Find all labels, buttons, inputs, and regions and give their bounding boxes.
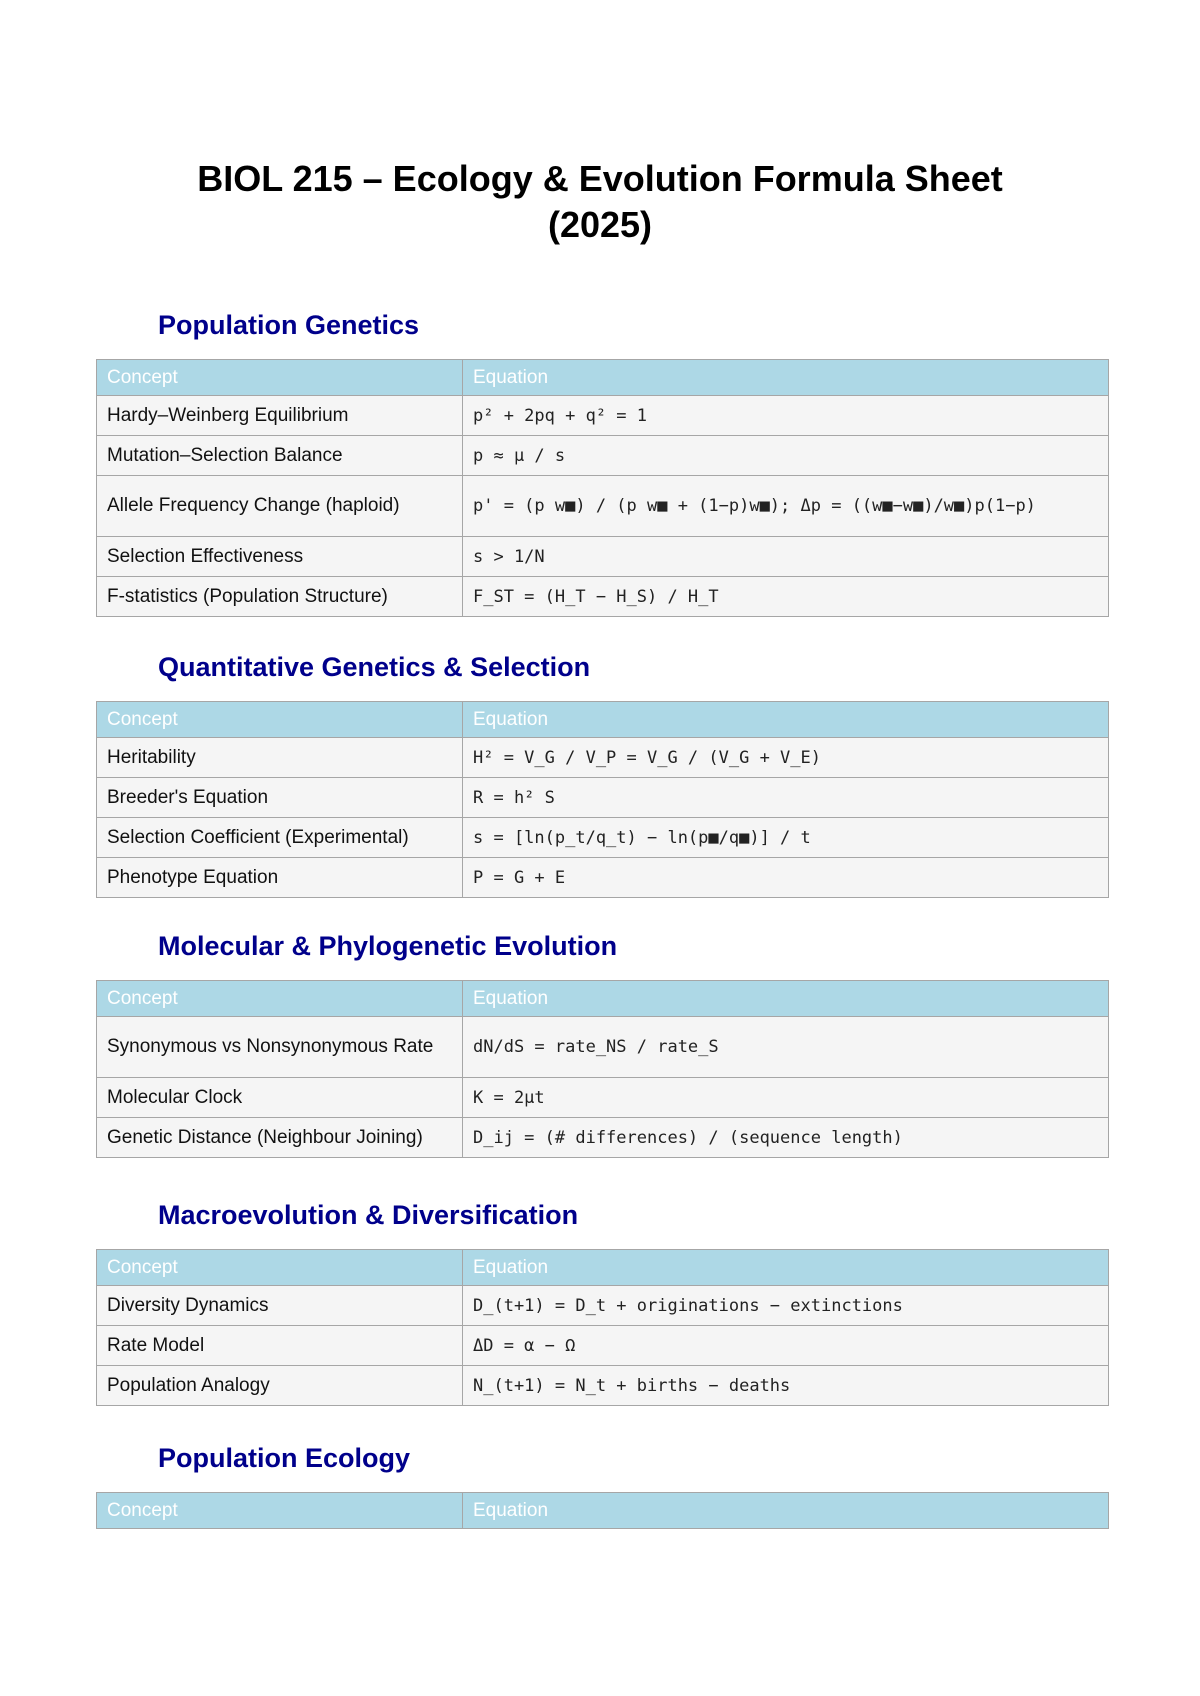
- section-heading: Population Genetics: [158, 310, 420, 340]
- concept-cell: Selection Effectiveness: [97, 537, 463, 577]
- equation-cell: D_ij = (# differences) / (sequence length): [463, 1118, 1109, 1158]
- concept-cell: Phenotype Equation: [97, 858, 463, 898]
- table-row: [97, 537, 1109, 577]
- table-row: [97, 396, 1109, 436]
- table-row: [97, 436, 1109, 476]
- page-title: BIOL 215 – Ecology & Evolution Formula Sheet (2025): [197, 158, 1003, 245]
- equation-cell: s = [ln(p_t/q_t) − ln(p■/q■)] / t: [463, 818, 1109, 858]
- section-quantitative-genetics: [96, 650, 1108, 898]
- concept-cell: Molecular Clock: [97, 1078, 463, 1118]
- table-header-row: [97, 702, 1109, 738]
- concept-cell: Population Analogy: [97, 1366, 463, 1406]
- formula-table: [96, 701, 1109, 898]
- table-row: [97, 1017, 1109, 1078]
- section-heading: Molecular & Phylogenetic Evolution: [158, 931, 618, 961]
- equation-cell: s > 1/N: [463, 537, 1109, 577]
- concept-cell: Mutation–Selection Balance: [97, 436, 463, 476]
- table-row: [97, 738, 1109, 778]
- section-heading: Quantitative Genetics & Selection: [158, 652, 591, 682]
- table-row: [97, 577, 1109, 617]
- equation-cell: p' = (p w■) / (p w■ + (1−p)w■); Δp = ((w■−w■)/w■)p(1−p): [463, 476, 1109, 537]
- equation-cell: F_ST = (H_T − H_S) / H_T: [463, 577, 1109, 617]
- equation-cell: p² + 2pq + q² = 1: [463, 396, 1109, 436]
- section-macroevolution: [96, 1198, 1108, 1406]
- column-header-concept: Concept: [97, 702, 463, 738]
- column-header-concept: Concept: [97, 981, 463, 1017]
- section-heading: Population Ecology: [158, 1443, 411, 1473]
- concept-cell: Diversity Dynamics: [97, 1286, 463, 1326]
- table-row: [97, 1286, 1109, 1326]
- column-header-equation: Equation: [463, 702, 1109, 738]
- table-header-row: [97, 1250, 1109, 1286]
- equation-cell: K = 2μt: [463, 1078, 1109, 1118]
- equation-cell: p ≈ μ / s: [463, 436, 1109, 476]
- table-row: [97, 1366, 1109, 1406]
- concept-cell: Selection Coefficient (Experimental): [97, 818, 463, 858]
- equation-cell: P = G + E: [463, 858, 1109, 898]
- column-header-equation: Equation: [463, 1493, 1109, 1529]
- section-population-genetics: [96, 308, 1108, 617]
- column-header-equation: Equation: [463, 981, 1109, 1017]
- column-header-concept: Concept: [97, 360, 463, 396]
- equation-cell: H² = V_G / V_P = V_G / (V_G + V_E): [463, 738, 1109, 778]
- concept-cell: F-statistics (Population Structure): [97, 577, 463, 617]
- column-header-equation: Equation: [463, 360, 1109, 396]
- concept-cell: Genetic Distance (Neighbour Joining): [97, 1118, 463, 1158]
- table-row: [97, 1326, 1109, 1366]
- equation-cell: ΔD = α − Ω: [463, 1326, 1109, 1366]
- table-header-row: [97, 981, 1109, 1017]
- concept-cell: Heritability: [97, 738, 463, 778]
- concept-cell: Synonymous vs Nonsynonymous Rate: [97, 1017, 463, 1078]
- concept-cell: Breeder's Equation: [97, 778, 463, 818]
- section-population-ecology: [96, 1441, 1108, 1529]
- equation-cell: R = h² S: [463, 778, 1109, 818]
- concept-cell: Rate Model: [97, 1326, 463, 1366]
- equation-cell: dN/dS = rate_NS / rate_S: [463, 1017, 1109, 1078]
- column-header-concept: Concept: [97, 1493, 463, 1529]
- table-row: [97, 1118, 1109, 1158]
- table-row: [97, 476, 1109, 537]
- column-header-concept: Concept: [97, 1250, 463, 1286]
- table-row: [97, 1078, 1109, 1118]
- table-row: [97, 818, 1109, 858]
- table-row: [97, 858, 1109, 898]
- formula-table: [96, 980, 1109, 1158]
- formula-table: [96, 1492, 1109, 1529]
- formula-table: [96, 359, 1109, 617]
- table-header-row: [97, 360, 1109, 396]
- equation-cell: N_(t+1) = N_t + births − deaths: [463, 1366, 1109, 1406]
- concept-cell: Allele Frequency Change (haploid): [97, 476, 463, 537]
- table-header-row: [97, 1493, 1109, 1529]
- formula-table: [96, 1249, 1109, 1406]
- section-molecular-evolution: [96, 929, 1108, 1158]
- column-header-equation: Equation: [463, 1250, 1109, 1286]
- table-row: [97, 778, 1109, 818]
- section-heading: Macroevolution & Diversification: [158, 1200, 579, 1230]
- equation-cell: D_(t+1) = D_t + originations − extinctions: [463, 1286, 1109, 1326]
- concept-cell: Hardy–Weinberg Equilibrium: [97, 396, 463, 436]
